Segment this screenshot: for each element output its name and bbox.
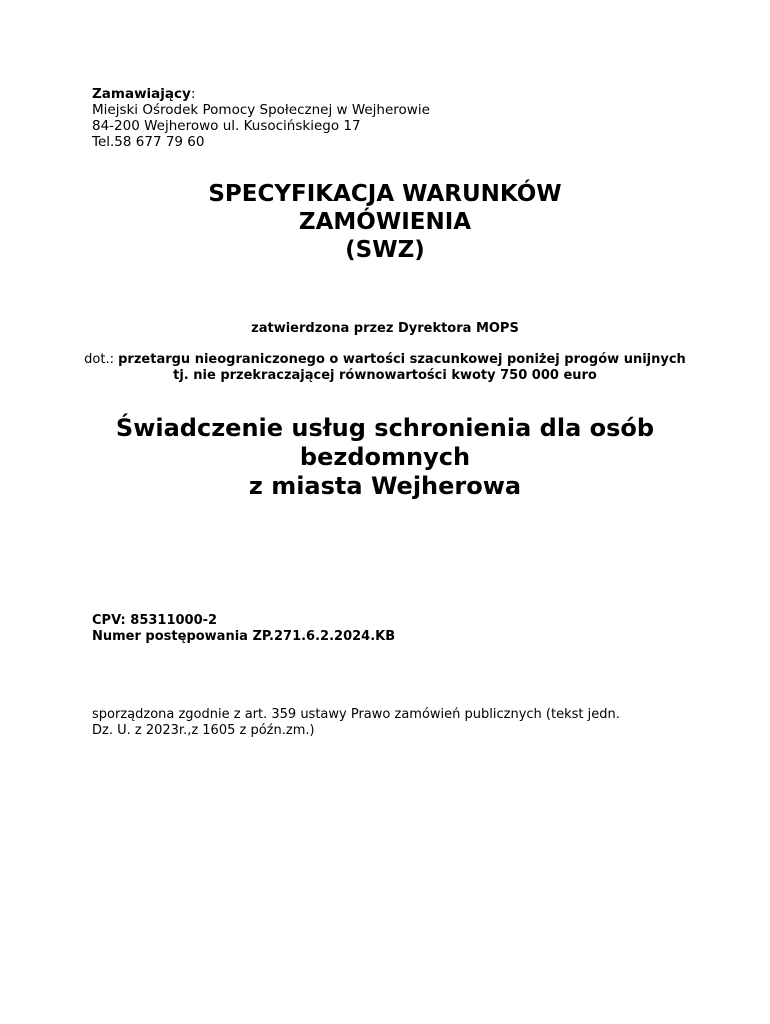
- procedure-description: [80, 352, 690, 384]
- title-line-2: ZAMÓWIENIA: [298, 209, 472, 235]
- order-subject: [0, 414, 770, 501]
- legal-basis-line-2: Dz. U. z 2023r.,z 1605 z późn.zm.): [92, 723, 315, 738]
- approval-note: zatwierdzona przez Dyrektora MOPS: [251, 321, 519, 336]
- cpv-code: CPV: 85311000-2: [92, 613, 218, 628]
- contractor-label: Zamawiający: [92, 86, 191, 102]
- procedure-codes: [92, 613, 395, 645]
- procedure-text: przetargu nieograniczonego o wartości szacunkowej poniżej progów unijnych tj. nie przekraczającej równowartości kwoty 750 000 euro: [118, 352, 686, 383]
- document-title: [0, 180, 770, 264]
- title-line-1: SPECYFIKACJA WARUNKÓW: [208, 181, 562, 207]
- legal-basis: [92, 707, 692, 739]
- subject-line-1: Świadczenie usług schronienia dla osób: [115, 414, 655, 442]
- case-number: Numer postępowania ZP.271.6.2.2024.KB: [92, 629, 396, 644]
- subject-line-3: z miasta Wejherowa: [248, 472, 522, 500]
- contractor-label-line: [92, 86, 430, 102]
- contractor-phone: Tel.58 677 79 60: [92, 134, 205, 150]
- contractor-block: [92, 86, 430, 150]
- subject-line-2: bezdomnych: [299, 443, 471, 471]
- legal-basis-line-1: sporządzona zgodnie z art. 359 ustawy Prawo zamówień publicznych (tekst jedn.: [92, 707, 620, 722]
- contractor-address: 84-200 Wejherowo ul. Kusocińskiego 17: [92, 118, 361, 134]
- procedure-prefix: dot.:: [84, 352, 119, 367]
- contractor-label-colon: :: [190, 86, 196, 102]
- title-line-3: (SWZ): [345, 237, 425, 263]
- contractor-name: Miejski Ośrodek Pomocy Społecznej w Wejherowie: [92, 102, 430, 118]
